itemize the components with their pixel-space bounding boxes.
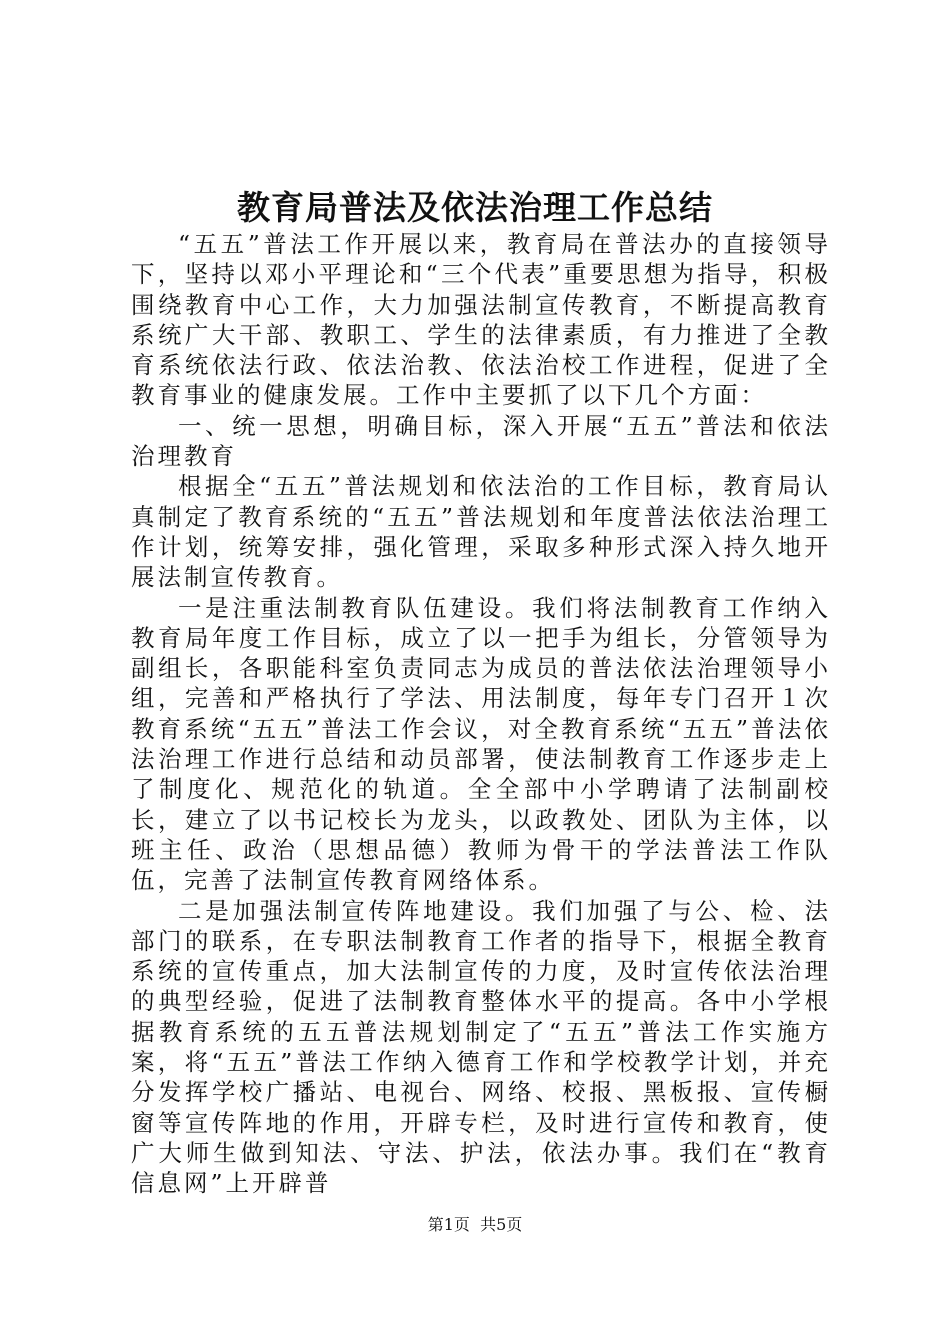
page-footer: 第1页 共5页	[427, 1215, 523, 1234]
section-heading-1: 一、统一思想，明确目标，深入开展“五五”普法和依法治理教育	[131, 411, 831, 471]
document-title: 教育局普法及依法治理工作总结	[237, 188, 713, 227]
paragraph-publicity: 二是加强法制宣传阵地建设。我们加强了与公、检、法部门的联系，在专职法制教育工作者的指导下，根据全教育系统的宣传重点，加大法制宣传的力度，及时宣传依法治理的典型经验，促进了法制教育整体水平的提高。各中小学根据教育系统的五五普法规划制定了“五五”普法工作实施方案，将“五五”普法工作纳入德育工作和学校教学计划，并充分发挥学校广播站、电视台、网络、校报、黑板报、宣传橱窗等宣传阵地的作用，开辟专栏，及时进行宣传和教育，使广大师生做到知法、守法、护法，依法办事。我们在“教育信息网”上开辟普	[131, 896, 831, 1198]
paragraph-plan: 根据全“五五”普法规划和依法治的工作目标，教育局认真制定了教育系统的“五五”普法规划和年度普法依法治理工作计划，统筹安排，强化管理，采取多种形式深入持久地开展法制宣传教育。	[131, 472, 831, 592]
paragraph-intro: “五五”普法工作开展以来，教育局在普法办的直接领导下，坚持以邓小平理论和“三个代表”重要思想为指导，积极围绕教育中心工作，大力加强法制宣传教育，不断提高教育系统广大干部、教职工、学生的法律素质，有力推进了全教育系统依法行政、依法治教、依法治校工作进程，促进了全教育事业的健康发展。工作中主要抓了以下几个方面：	[131, 230, 831, 410]
paragraph-team-building: 一是注重法制教育队伍建设。我们将法制教育工作纳入教育局年度工作目标，成立了以一把手为组长，分管领导为副组长，各职能科室负责同志为成员的普法依法治理领导小组，完善和严格执行了学法、用法制度，每年专门召开１次教育系统“五五”普法工作会议，对全教育系统“五五”普法依法治理工作进行总结和动员部署，使法制教育工作逐步走上了制度化、规范化的轨道。全全部中小学聘请了法制副校长，建立了以书记校长为龙头，以政教处、团队为主体，以班主任、政治（思想品德）教师为骨干的学法普法工作队伍，完善了法制宣传教育网络体系。	[131, 593, 831, 895]
document-body	[131, 229, 831, 1199]
